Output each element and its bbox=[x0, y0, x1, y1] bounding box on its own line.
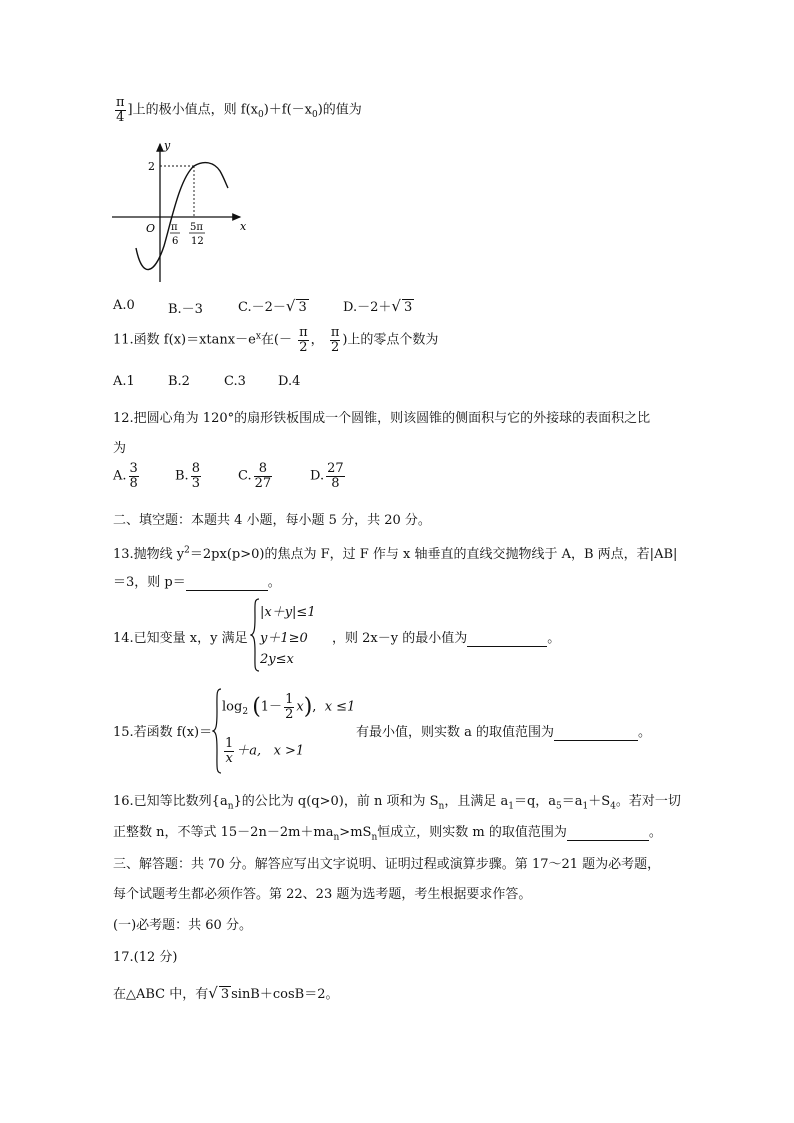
q15-prefix: 15.若函数 f(x)＝ bbox=[113, 725, 213, 740]
required-questions-heading: (一)必考题：共 60 分。 bbox=[113, 918, 252, 933]
q11-option-d: D.4 bbox=[278, 374, 301, 389]
x-axis-label: x bbox=[240, 220, 247, 233]
q15-piece-1: $\log_2 (1-$ $\frac{1}{2}$ x), x ≤1 bbox=[222, 692, 356, 722]
q10-option-a: A.0 bbox=[113, 298, 135, 313]
q15-answer-blank[interactable] bbox=[554, 725, 638, 741]
x-tick2-den: 12 bbox=[191, 236, 204, 247]
x-tick1-den: 6 bbox=[172, 236, 179, 247]
x-tick1-num: π bbox=[171, 222, 178, 233]
q14-answer-blank[interactable] bbox=[467, 631, 547, 647]
q12-line1: 12.把圆心角为 120°的扇形铁板围成一个圆锥，则该圆锥的侧面积与它的外接球的表面积之比 bbox=[113, 411, 651, 426]
q10-graph bbox=[108, 138, 258, 284]
q16-line2: 正整数 n，不等式 $15-2n-2m+ma_n>mS_n$恒成立，则实数 m 的取值范围为 。 bbox=[113, 825, 662, 843]
q11-option-b: B.2 bbox=[168, 374, 190, 389]
q12-option-c: C. $\frac{8}{27}$ bbox=[238, 461, 272, 491]
origin-label: O bbox=[146, 222, 156, 235]
q13-line1: 13.抛物线 $y^2=2px(p>0)$的焦点为 F，过 F 作与 x 轴垂直的直线交抛物线于 A，B 两点，若|AB| bbox=[113, 545, 678, 562]
q16-answer-blank[interactable] bbox=[567, 825, 649, 841]
section-fill-in-heading: 二、填空题：本题共 4 小题，每小题 5 分，共 20 分。 bbox=[113, 513, 431, 528]
q10-stem: $\frac{\pi}{4}$ ]上的极小值点，则 $f(x_0)+f(-x_0)$的值为 bbox=[116, 95, 362, 125]
q15-brace bbox=[212, 688, 222, 774]
q10-option-c: C.－2－√ 3 bbox=[238, 297, 307, 315]
q17-stem: 在△ABC 中，有√ 3 sinB＋cosB＝2。 bbox=[113, 984, 339, 1002]
q14-constraint-2: y＋1≥0 bbox=[260, 631, 308, 646]
q14-suffix: ，则 2x－y 的最小值为 。 bbox=[332, 631, 561, 646]
q11-option-a: A.1 bbox=[113, 374, 135, 389]
sine-curve bbox=[136, 163, 228, 270]
section-solution-heading-line1: 三、解答题：共 70 分。解答应写出文字说明、证明过程或演算步骤。第 17～21 题为必考题， bbox=[113, 857, 661, 872]
q12-line2: 为 bbox=[113, 441, 127, 456]
section-solution-heading-line2: 每个试题考生都必须作答。第 22、23 题为选考题，考生根据要求作答。 bbox=[113, 887, 532, 902]
q13-line2: ＝3，则 p＝ 。 bbox=[113, 575, 281, 590]
q12-option-a: A. $\frac{3}{8}$ bbox=[113, 461, 138, 491]
q14-brace bbox=[250, 598, 260, 672]
q15-suffix: 有最小值，则实数 a 的取值范围为 。 bbox=[356, 725, 652, 740]
q15-piece-2: $\frac{1}{x}$ ＋a, x >1 bbox=[225, 736, 305, 766]
q14-prefix: 14.已知变量 x，y 满足 bbox=[113, 631, 248, 646]
q11-stem: 11.函数 $f(x)=xtanx-e^x$在(－ $\frac{\pi}{2}$ ， $\frac{\pi}{2}$ )上的零点个数为 bbox=[113, 325, 439, 355]
q12-option-b: B. $\frac{8}{3}$ bbox=[175, 461, 200, 491]
q14-constraint-1: |x＋y|≤1 bbox=[260, 605, 316, 620]
q10-option-b: B.－3 bbox=[168, 302, 203, 317]
x-tick2-num: 5π bbox=[190, 222, 203, 233]
q17-header: 17.(12 分) bbox=[113, 950, 178, 965]
q12-option-d: D. $\frac{27}{8}$ bbox=[310, 461, 344, 491]
y-axis-label: y bbox=[164, 139, 171, 152]
q11-option-c: C.3 bbox=[224, 374, 246, 389]
q16-line1: 16.已知等比数列$\{a_n\}$的公比为 q(q>0)，前 n 项和为 $S_n$，且满足 $a_1=q$，$a_5=a_1+S_4$。若对一切 bbox=[113, 794, 681, 812]
y-tick-label: 2 bbox=[148, 160, 155, 173]
q10-option-d: D.－2＋√ 3 bbox=[343, 297, 413, 315]
q10-fraction: $\frac{\pi}{4}$ bbox=[116, 95, 125, 125]
q14-constraint-3: 2y≤x bbox=[260, 652, 294, 667]
q13-answer-blank[interactable] bbox=[186, 575, 268, 591]
